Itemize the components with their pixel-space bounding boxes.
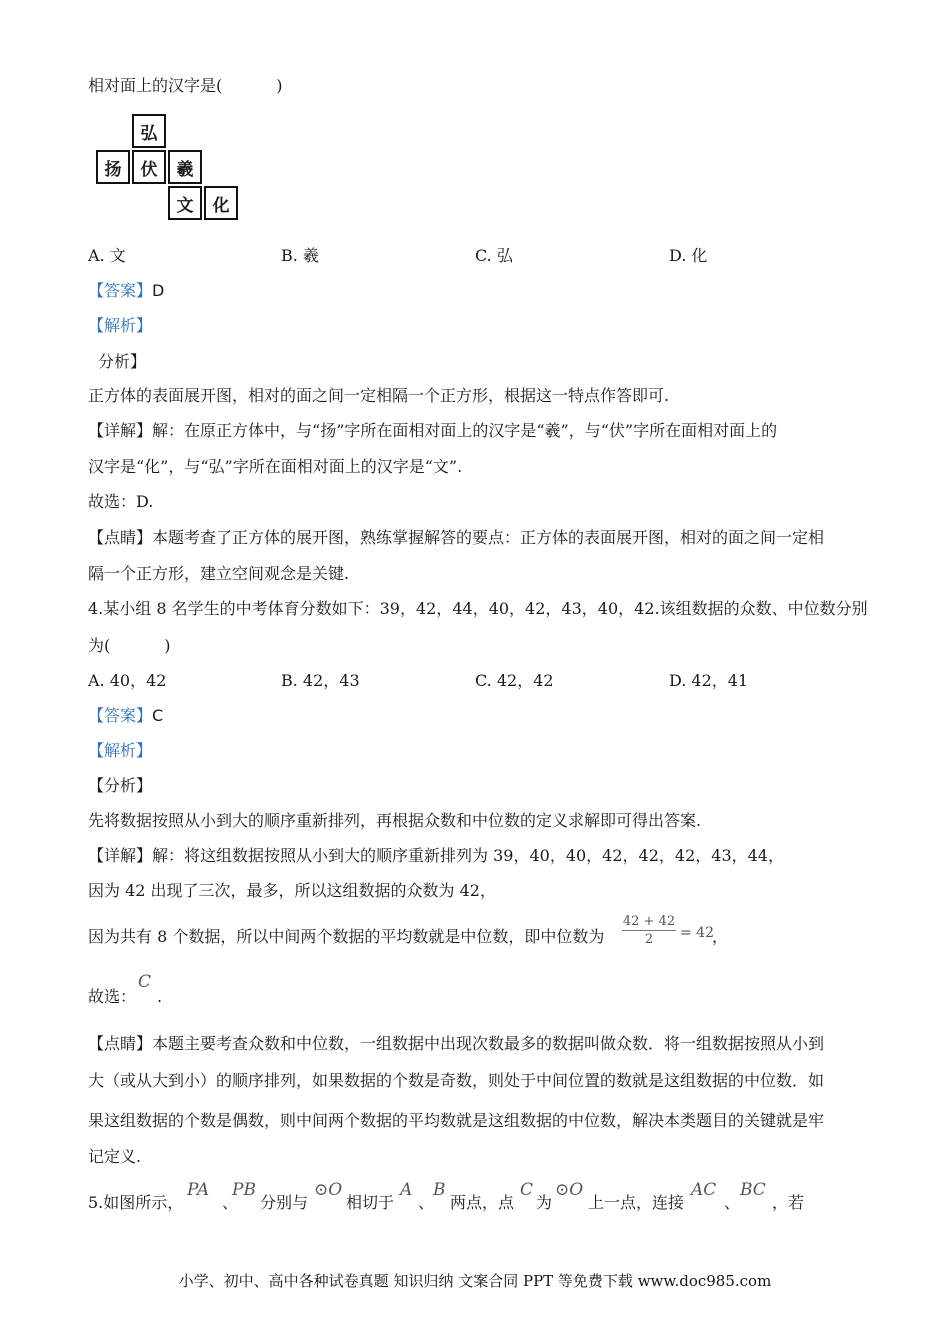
q5-stem (88, 1180, 868, 1220)
dianjing-tag: 【点睛】 (88, 1034, 153, 1053)
text: 为 (536, 1193, 553, 1212)
math-pb: PB (232, 1180, 256, 1200)
option-b: B. 羲 (281, 246, 319, 265)
q4-option-a: A. 40，42 (88, 671, 167, 690)
choose-line: 故选：D. (88, 492, 154, 511)
dianjing-line-1 (88, 528, 824, 548)
dianjing-text: 本题主要考查众数和中位数，一组数据中出现次数最多的数据叫做众数．将一组数据按照从小到 (152, 1034, 825, 1053)
answer-value: D (152, 281, 165, 300)
dianjing-tag: 【点睛】 (88, 528, 153, 547)
q4-detail-line-3: 因为共有 8 个数据，所以中间两个数据的平均数就是中位数，即中位数为 (88, 927, 605, 946)
text: ，若 (772, 1193, 805, 1212)
detail-line-1 (88, 421, 777, 441)
net-cell-xi: 羲 (168, 150, 202, 184)
q5-prefix: 5.如图所示， (88, 1193, 184, 1212)
q4-choose-line (88, 987, 136, 1007)
page-footer: 小学、初中、高中各种试卷真题 知识归纳 文案合同 PPT 等免费下载 www.doc985.com (178, 1272, 772, 1290)
answer-tag: 【答案】 (88, 281, 153, 300)
net-cell-fu: 伏 (132, 150, 166, 184)
net-cell-wen: 文 (168, 186, 202, 220)
fraction-result: = 42 (680, 925, 714, 941)
stem-text: 为( (88, 636, 111, 655)
fraction-numerator: 42 + 42 (622, 914, 676, 929)
detail-tag: 【详解】 (88, 846, 153, 865)
math-circle-o: ⊙O (314, 1180, 343, 1200)
q4-analysis-tag: 【解析】 (88, 741, 153, 760)
q4-stem-2 (88, 636, 171, 656)
answer-line (88, 281, 164, 301)
math-circle-o-2: ⊙O (555, 1180, 584, 1200)
detail-tag: 【详解】 (88, 421, 153, 440)
stem-text: 相对面上的汉字是( (88, 76, 223, 95)
question-stem (88, 76, 283, 96)
option-d: D. 化 (669, 246, 708, 265)
option-c: C. 弘 (475, 246, 513, 265)
q4-fenxi-tag: 【分析】 (88, 776, 153, 795)
math-pa: PA (187, 1180, 210, 1200)
choose-letter: C (138, 972, 152, 992)
math-b: B (433, 1180, 446, 1200)
analysis-tag: 【解析】 (88, 316, 153, 335)
fenxi-heading: 分析】 (98, 352, 147, 371)
q4-stem-1: 4.某小组 8 名学生的中考体育分数如下：39，42，44，40，42，43，40，42.该组数据的众数、中位数分别 (88, 599, 868, 618)
q4-dianjing-line-2: 大（或从大到小）的顺序排列，如果数据的个数是奇数，则处于中间位置的数就是这组数据的中位数．如 (88, 1071, 825, 1090)
q4-detail-line-1 (88, 846, 784, 866)
q4-option-d: D. 42，41 (669, 671, 749, 690)
text: 两点，点 (450, 1193, 515, 1212)
sep: 、 (222, 1193, 239, 1212)
detail-line-2: 汉字是“化”，与“弘”字所在面相对面上的汉字是“文”. (88, 457, 463, 476)
sep: 、 (418, 1193, 435, 1212)
choose-end: . (157, 987, 163, 1006)
math-bc: BC (740, 1180, 766, 1200)
option-a: A. 文 (88, 246, 126, 265)
comma: ， (712, 927, 729, 946)
choose-prefix: 故选： (88, 987, 137, 1006)
q4-detail-line-2: 因为 42 出现了三次，最多，所以这组数据的众数为 42， (88, 881, 496, 900)
dianjing-line-2: 隔一个正方形，建立空间观念是关键. (88, 564, 350, 583)
net-cell-yang: 扬 (96, 150, 130, 184)
answer-tag: 【答案】 (88, 706, 153, 725)
fenxi-text: 正方体的表面展开图，相对的面之间一定相隔一个正方形，根据这一特点作答即可. (88, 386, 670, 405)
cube-net-figure (96, 114, 242, 224)
net-cell-hong: 弘 (132, 114, 166, 148)
q4-dianjing-line-3: 果这组数据的个数是偶数，则中间两个数据的平均数就是这组数据的中位数，解决本类题目的关键就是牢 (88, 1111, 825, 1130)
math-ac: AC (691, 1180, 717, 1200)
q4-dianjing-line-4: 记定义. (88, 1147, 142, 1166)
q4-dianjing-line-1 (88, 1034, 824, 1054)
text: 相切于 (346, 1193, 395, 1212)
math-a: A (400, 1180, 413, 1200)
q4-option-b: B. 42，43 (281, 671, 360, 690)
text: 分别与 (260, 1193, 309, 1212)
detail-text: 解：在原正方体中，与“扬”字所在面相对面上的汉字是“羲”，与“伏”字所在面相对面上的 (152, 421, 778, 440)
text: 上一点，连接 (588, 1193, 685, 1212)
stem-paren: ) (164, 636, 171, 655)
answer-value: C (152, 706, 164, 725)
q4-option-c: C. 42，42 (475, 671, 554, 690)
sep: 、 (724, 1193, 741, 1212)
stem-paren: ) (276, 76, 283, 95)
fraction (622, 913, 676, 948)
dianjing-text: 本题考查了正方体的展开图，熟练掌握解答的要点：正方体的表面展开图，相对的面之间一定相 (152, 528, 825, 547)
detail-text: 解：将这组数据按照从小到大的顺序重新排列为 39，40，40，42，42，42，43，44， (152, 846, 784, 865)
q4-fenxi-text: 先将数据按照从小到大的顺序重新排列，再根据众数和中位数的定义求解即可得出答案. (88, 811, 702, 830)
net-cell-hua: 化 (204, 186, 238, 220)
fraction-denominator: 2 (644, 932, 654, 947)
math-c: C (520, 1180, 534, 1200)
q4-answer-line (88, 706, 163, 726)
